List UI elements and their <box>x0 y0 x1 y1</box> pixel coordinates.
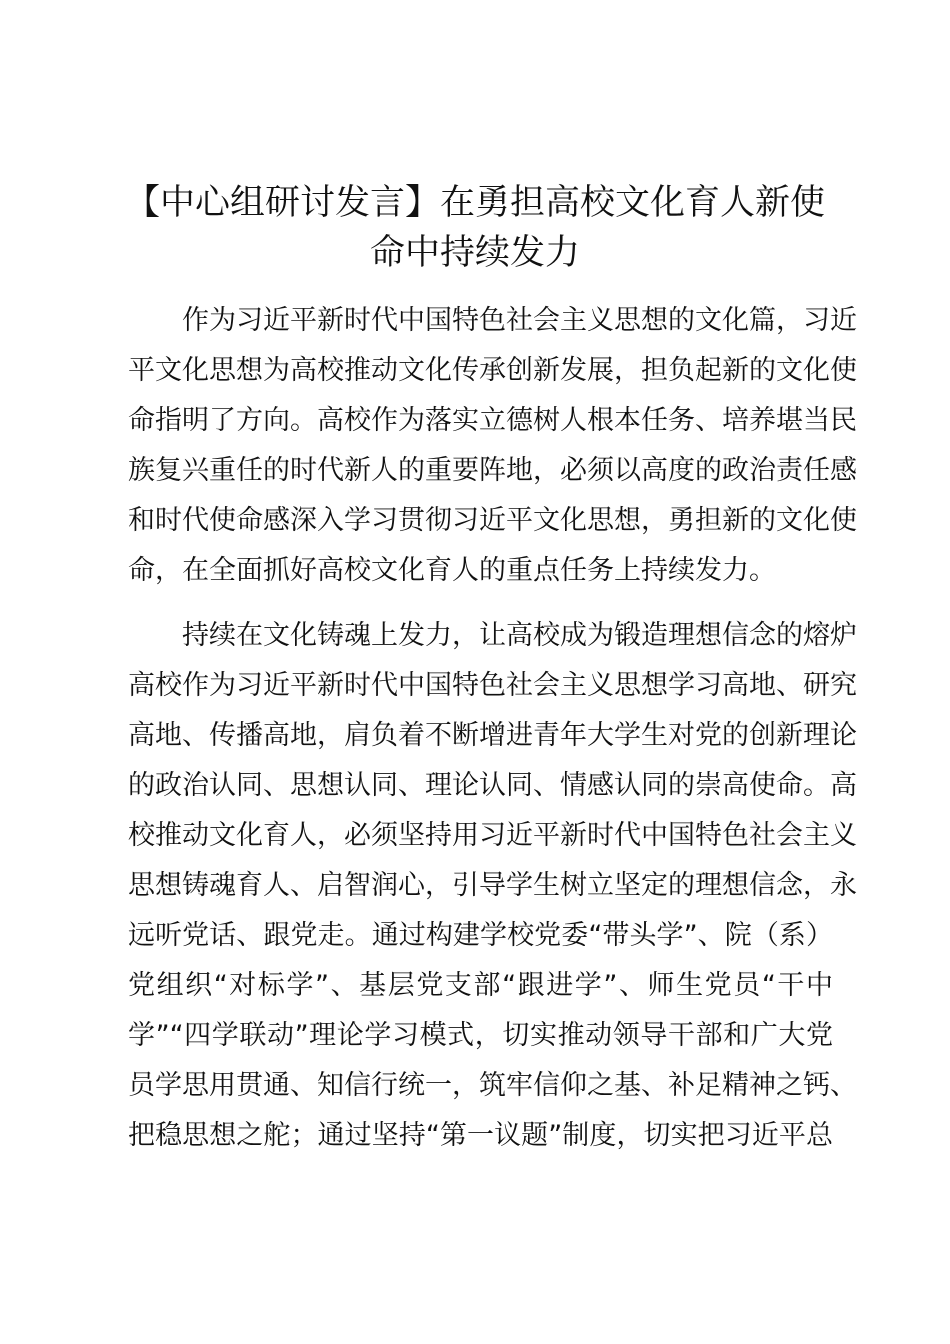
paragraph-line: 族复兴重任的时代新人的重要阵地，必须以高度的政治责任感 <box>128 455 857 486</box>
paragraph-intro <box>128 296 857 596</box>
paragraph-line: 高地、传播高地，肩负着不断增进青年大学生对党的创新理论 <box>128 720 857 751</box>
paragraph-line: 党组织“对标学”、基层党支部“跟进学”、师生党员“干中 <box>128 970 833 1001</box>
paragraph-line: 平文化思想为高校推动文化传承创新发展，担负起新的文化使 <box>128 355 857 386</box>
paragraph-line: 校推动文化育人，必须坚持用习近平新时代中国特色社会主义 <box>128 820 857 851</box>
section-heading-line: 持续在文化铸魂上发力，让高校成为锻造理想信念的熔炉 <box>182 620 857 651</box>
paragraph-line: 作为习近平新时代中国特色社会主义思想的文化篇，习近 <box>182 305 857 336</box>
paragraph-line: 高校作为习近平新时代中国特色社会主义思想学习高地、研究 <box>128 670 857 701</box>
paragraph-line: 命，在全面抓好高校文化育人的重点任务上持续发力。 <box>128 555 776 586</box>
paragraph-line: 的政治认同、思想认同、理论认同、情感认同的崇高使命。高 <box>128 770 857 801</box>
paragraph-line: 员学思用贯通、知信行统一，筑牢信仰之基、补足精神之钙、 <box>128 1070 857 1101</box>
paragraph-section-1 <box>128 611 857 1161</box>
document-title <box>110 178 840 278</box>
paragraph-line: 学”“四学联动”理论学习模式，切实推动领导干部和广大党 <box>128 1020 833 1051</box>
paragraph-line: 把稳思想之舵；通过坚持“第一议题”制度，切实把习近平总 <box>128 1120 833 1151</box>
title-line-1: 【中心组研讨发言】在勇担高校文化育人新使 <box>124 183 825 223</box>
title-line-2: 命中持续发力 <box>369 233 580 273</box>
paragraph-line: 思想铸魂育人、启智润心，引导学生树立坚定的理想信念，永 <box>128 870 857 901</box>
paragraph-line: 和时代使命感深入学习贯彻习近平文化思想，勇担新的文化使 <box>128 505 857 536</box>
paragraph-line: 远听党话、跟党走。通过构建学校党委“带头学”、院（系） <box>128 920 833 951</box>
paragraph-line: 命指明了方向。高校作为落实立德树人根本任务、培养堪当民 <box>128 405 857 436</box>
